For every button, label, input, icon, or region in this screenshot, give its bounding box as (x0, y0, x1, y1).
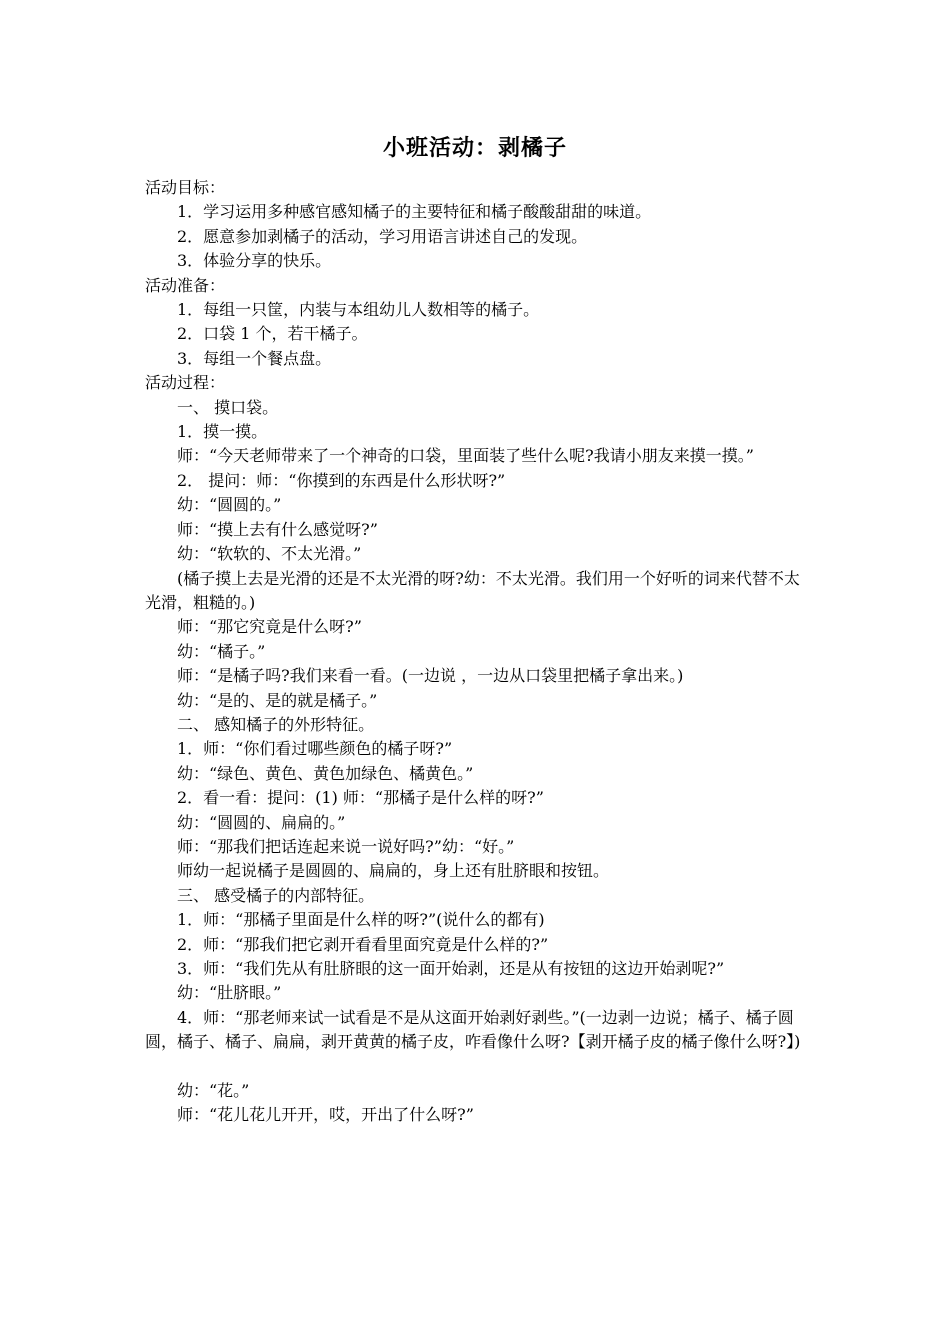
text-line: 幼：“是的、是的就是橘子。” (177, 690, 378, 710)
text-line: 2． 提问：师：“你摸到的东西是什么形状呀?” (177, 470, 506, 490)
text-line: 3．每组一个餐点盘。 (177, 348, 332, 368)
text-line: 师：“那它究竟是什么呀?” (177, 617, 362, 637)
text-line: 幼：“绿色、黄色、黄色加绿色、橘黄色。” (177, 763, 474, 783)
text-line: 1．学习运用多种感官感知橘子的主要特征和橘子酸酸甜甜的味道。 (177, 202, 652, 222)
text-line: 活动目标： (145, 178, 226, 197)
blank-line (145, 1055, 810, 1079)
text-line: 1．师：“你们看过哪些颜色的橘子呀?” (177, 739, 453, 759)
text-line: 幼：“肚脐眼。” (177, 983, 282, 1003)
text-line: 幼：“圆圆的、扁扁的。” (177, 812, 346, 832)
text-line: 2．愿意参加剥橘子的活动，学习用语言讲述自己的发现。 (177, 226, 588, 246)
text-line: 师幼一起说橘子是圆圆的、扁扁的，身上还有肚脐眼和按钮。 (177, 861, 610, 881)
text-line: 幼：“软软的、不太光滑。” (177, 544, 362, 564)
text-line: 3．师：“我们先从有肚脐眼的这一面开始剥，还是从有按钮的这边开始剥呢?” (177, 959, 725, 978)
text-line: 幼：“花。” (177, 1081, 250, 1101)
text-line: 4．师：“那老师来试一试看是不是从这面开始剥好剥些。”(一边剥一边说；橘子、橘子圆圆，橘子、橘子、扁扁，剥开黄黄的橘子皮，咋看像什么呀?【剥开橘子皮的橘子像什么呀?】) (145, 1007, 801, 1052)
text-line: 一、 摸口袋。 (177, 397, 279, 417)
text-line: 二、 感知橘子的外形特征。 (177, 714, 375, 734)
text-line: 1．师：“那橘子里面是什么样的呀?”(说什么的都有) (177, 910, 545, 930)
text-line: (橘子摸上去是光滑的还是不太光滑的呀?幼：不太光滑。我们用一个好听的词来代替不太光滑，粗糙的。) (145, 568, 800, 612)
text-line: 3．体验分享的快乐。 (177, 251, 332, 271)
text-line: 幼：“圆圆的。” (177, 495, 282, 515)
document-title: 小班活动：剥橘子 (382, 136, 567, 161)
text-line: 幼：“橘子。” (177, 641, 266, 661)
text-line: 师：“是橘子吗?我们来看一看。(一边说 ，一边从口袋里把橘子拿出来。) (177, 666, 684, 686)
text-line: 师：“花儿花儿开开，哎，开出了什么呀?” (177, 1105, 474, 1125)
text-line: 活动准备： (145, 275, 226, 295)
text-line: 2．看一看：提问：(1) 师：“那橘子是什么样的呀?” (177, 788, 544, 808)
text-line: 师：“今天老师带来了一个神奇的口袋，里面装了些什么呢?我请小朋友来摸一摸。” (177, 446, 754, 466)
text-line: 1．摸一摸。 (177, 422, 268, 442)
text-line: 1．每组一只筐，内装与本组幼儿人数相等的橘子。 (177, 300, 540, 320)
document-body (145, 176, 810, 1128)
text-line: 三、 感受橘子的内部特征。 (177, 885, 375, 905)
text-line: 活动过程： (145, 373, 226, 393)
text-line: 师：“那我们把话连起来说一说好吗?”幼：“好。” (177, 836, 515, 856)
text-line: 2．口袋 1 个，若干橘子。 (177, 324, 368, 344)
text-line: 2．师：“那我们把它剥开看看里面究竟是什么样的?” (177, 934, 549, 954)
text-line: 师：“摸上去有什么感觉呀?” (177, 519, 378, 539)
